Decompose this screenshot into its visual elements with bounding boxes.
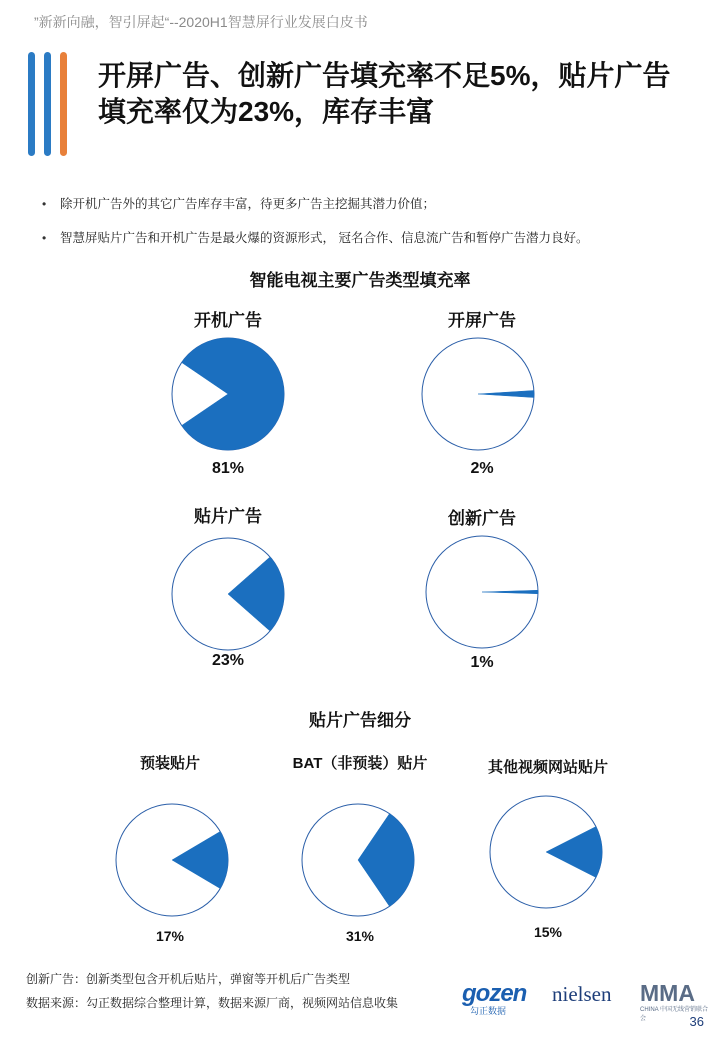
gozen-logo-subtitle: 勾正数据: [470, 1006, 507, 1016]
bullet-item: • 除开机广告外的其它广告库存丰富，待更多广告主挖掘其潜力价值；: [42, 194, 702, 228]
deco-bar-blue-1: [28, 52, 35, 156]
pie-label: 开机广告: [194, 311, 262, 330]
chart-title-tiepian-breakdown: 贴片广告细分: [309, 711, 411, 730]
nielsen-logo: nielsen: [552, 982, 612, 1006]
footnote-note: 创新广告：创新类型包含开机后贴片，弹窗等开机后广告类型: [26, 972, 351, 986]
pie-label: 其他视频网站贴片: [487, 759, 608, 776]
pie-block-yuzhuang: [80, 752, 260, 942]
pie-block-qita: [458, 752, 638, 942]
pie-chart: [170, 536, 286, 652]
pie-chart: [300, 802, 416, 918]
deco-bar-blue-2: [44, 52, 51, 156]
pie-chart: [170, 336, 286, 452]
bullet-item: • 智慧屏贴片广告和开机广告是最火爆的资源形式， 冠名合作、信息流广告和暂停广告潜力良好。: [42, 228, 702, 262]
pie-block-kaiping: [392, 306, 572, 496]
pie-value: 1%: [470, 654, 494, 671]
pie-value: 17%: [155, 928, 185, 944]
logo-strip: [462, 980, 710, 1020]
decorative-bars: [28, 52, 72, 156]
pie-value: 81%: [211, 460, 245, 477]
page-title: 开屏广告、创新广告填充率不足5%，贴片广告填充率仅为23%，库存丰富: [98, 60, 671, 127]
mma-logo-subtitle: CHINA 中国无线营销联合会: [640, 1007, 709, 1022]
gozen-logo: gozen: [462, 980, 527, 1007]
pie-block-bat: [270, 752, 450, 942]
pie-value: 2%: [470, 460, 494, 477]
pie-value: 31%: [345, 928, 375, 944]
pie-label: 预装贴片: [139, 755, 200, 772]
pie-label: 开屏广告: [448, 311, 516, 330]
deco-bar-orange: [60, 52, 67, 156]
chart-title-fill-rate: 智能电视主要广告类型填充率: [249, 271, 471, 290]
pie-block-chuangxin: [392, 502, 572, 692]
pie-chart: [114, 802, 230, 918]
pie-chart: [420, 336, 536, 452]
pie-value: 23%: [211, 652, 245, 669]
pie-block-kaiji: [138, 306, 318, 496]
pie-chart: [424, 534, 540, 650]
pie-value: 15%: [533, 924, 563, 940]
mma-logo: MMA: [640, 980, 695, 1006]
pie-chart: [488, 794, 604, 910]
footnote-source: 数据来源：勾正数据综合整理计算，数据来源厂商，视频网站信息收集: [26, 996, 399, 1010]
pie-label: 创新广告: [448, 509, 516, 528]
bullet-list: [42, 194, 702, 262]
header-subtitle: ”新新向融，智引屏起“--2020H1智慧屏行业发展白皮书: [34, 14, 368, 30]
pie-block-tiepian: [138, 502, 318, 692]
pie-label: 贴片广告: [194, 507, 262, 526]
pie-label: BAT（非预装）贴片: [292, 755, 428, 772]
page-number: 36: [689, 1014, 704, 1029]
